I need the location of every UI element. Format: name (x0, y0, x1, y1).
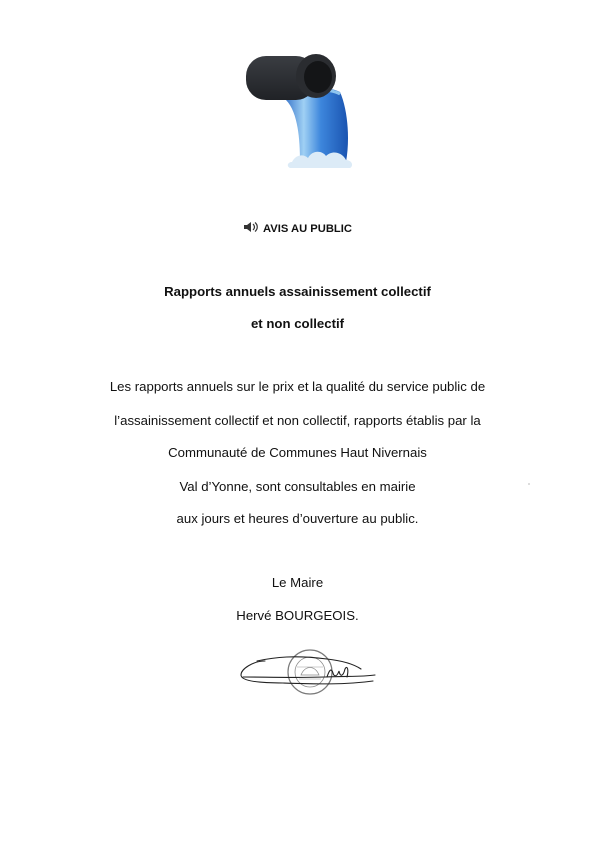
body-text-line: Communauté de Communes Haut Nivernais (168, 445, 427, 460)
body-text-line: Les rapports annuels sur le prix et la qualité du service public de (109, 379, 486, 394)
body-text-line: aux jours et heures d’ouverture au public. (176, 511, 419, 526)
body-text-line: l’assainissement collectif et non collectif, rapports établis par la (114, 413, 481, 428)
signature-with-seal (235, 647, 380, 697)
signatory-name: Hervé BOURGEOIS. (236, 608, 359, 623)
document-title-line-1: Rapports annuels assainissement collectif (164, 284, 431, 299)
drain-pipe-water-illustration (240, 50, 360, 175)
scan-speck (528, 483, 530, 485)
signatory-role: Le Maire (271, 575, 324, 590)
handwritten-signature (241, 657, 375, 684)
notice-heading (0, 221, 595, 237)
body-text-line: Val d’Yonne, sont consultables en mairie (179, 479, 416, 494)
document-title-line-2: et non collectif (250, 316, 345, 331)
notice-label: AVIS AU PUBLIC (263, 223, 352, 235)
speaker-icon (243, 221, 259, 233)
